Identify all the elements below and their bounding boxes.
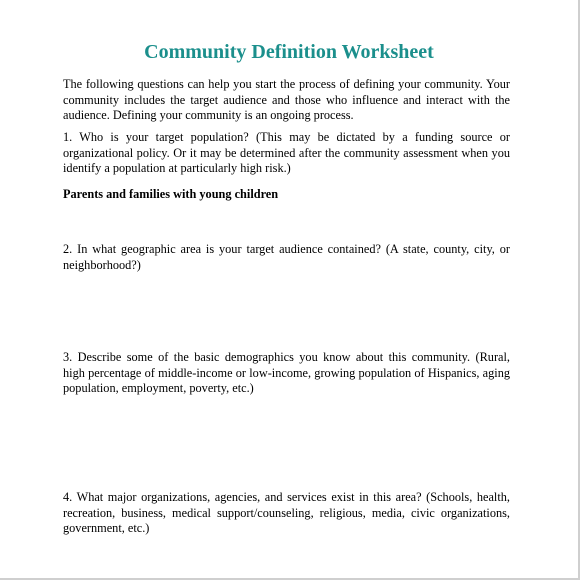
answer-1: Parents and families with young children [63,187,279,201]
question-line: 4. What major organizations, agencies, and services exist in this area? (Schools, health, [63,490,510,504]
question-line: 2. In what geographic area is your target audience contained? (A state, county, city, or [63,242,510,256]
intro-paragraph [63,77,510,124]
question-line: population, employment, poverty, etc.) [63,381,254,396]
question-3 [63,350,510,397]
question-1 [63,130,510,177]
document-title: Community Definition Worksheet [144,41,434,63]
intro-line: The following questions can help you start the process of defining your community. Your [63,77,510,91]
question-line: 1. Who is your target population? (This may be dictated by a funding source or [63,130,510,144]
question-line: organizational policy. Or it may be determined after the community assessment when you [63,145,510,160]
intro-line: audience. Defining your community is an ongoing process. [63,108,354,123]
question-4 [63,490,510,537]
question-line: government, etc.) [63,521,150,536]
question-line: 3. Describe some of the basic demographics you know about this community. (Rural, [63,350,510,364]
question-line: high percentage of middle-income or low-income, growing population of Hispanics, aging [63,365,510,380]
question-2 [63,242,510,273]
intro-line: community includes the target audience and those who influence and interact with the [63,92,510,107]
question-line: recreation, business, medical support/counseling, religious, media, civic organizations, [63,505,510,520]
question-line: identify a population at particularly high risk.) [63,161,291,176]
question-line: neighborhood?) [63,257,141,272]
